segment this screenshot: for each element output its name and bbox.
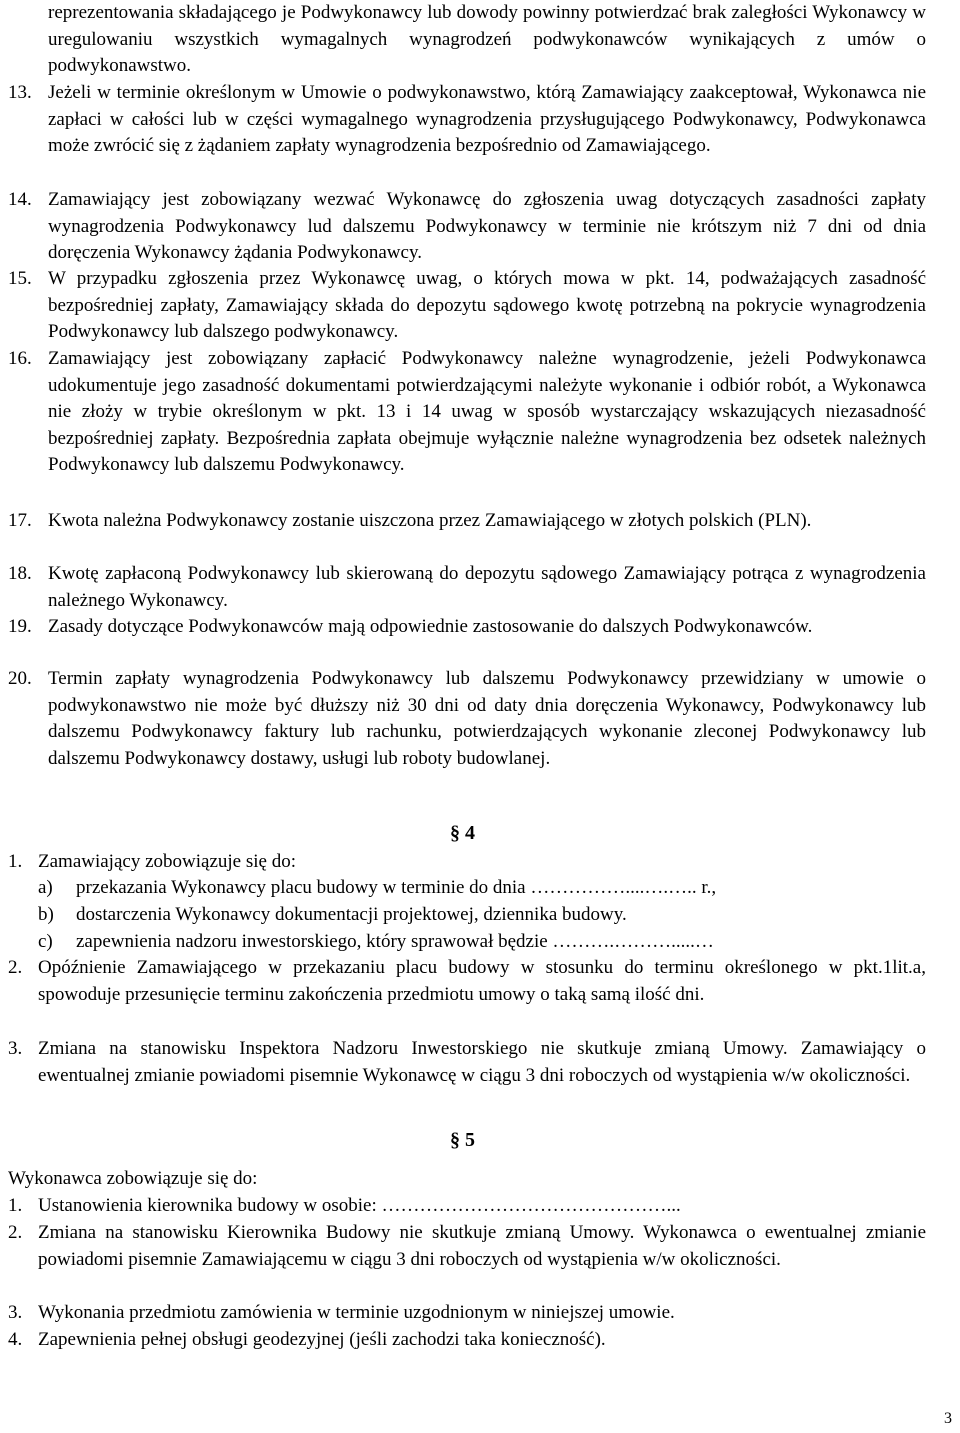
paragraph-text: Zapewnienia pełnej obsługi geodezyjnej (jeśli zachodzi taka konieczność). (38, 1329, 606, 1350)
item-letter: a) (38, 877, 53, 898)
section-heading: § 5 (450, 1129, 475, 1151)
paragraph-text: Termin zapłaty wynagrodzenia Podwykonawcy lub dalszemu Podwykonawcy przewidziany w umowie o podwykonawstwo nie może być dłuższy niż 30 dni od daty dnia doręczenia Wykonawcy, Podwykonawcy lub dalszemu Podwykonawcy faktury lub rachunku, potwierdzających wykonanie zleconej Podwykonawcy lub dalszemu Podwykonawcy dostawy, usługi lub roboty budowlanej. (48, 668, 926, 769)
item-letter: b) (38, 904, 54, 925)
paragraph-text: W przypadku zgłoszenia przez Wykonawcę uwag, o których mowa w pkt. 14, podważających zasadność bezpośredniej zapłaty, Zamawiający składa do depozytu sądowego kwotę potrzebną na pokrycie wynagrodzenia Podwykonawcy lub dalszego podwykonawcy. (48, 268, 926, 342)
item-number: 14. (8, 189, 32, 210)
paragraph-text: Ustanowienia kierownika budowy w osobie: ………………………………………... (38, 1195, 681, 1216)
paragraph-text: Jeżeli w terminie określonym w Umowie o podwykonawstwo, którą Zamawiający zaakceptował, Wykonawca nie zapłaci w całości lub w części wymagalnego wynagrodzenia przysługującego Podwykonawcy, Podwykonawca może zwrócić się z żądaniem zapłaty wynagrodzenia bezpośrednio od Zamawiającego. (48, 82, 926, 156)
paragraph-text: zapewnienia nadzoru inwestorskiego, który sprawował będzie ……….……….....… (76, 931, 714, 952)
paragraph-text: Zmiana na stanowisku Kierownika Budowy nie skutkuje zmianą Umowy. Wykonawca o ewentualnej zmianie powiadomi pisemnie Zamawiającemu w ciągu 3 dni roboczych od wystąpienia w/w okoliczności. (38, 1222, 926, 1270)
item-number: 1. (8, 1195, 23, 1216)
paragraph-text: Kwota należna Podwykonawcy zostanie uiszczona przez Zamawiającego w złotych polskich (PLN). (48, 510, 812, 531)
item-number: 19. (8, 616, 32, 637)
item-number: 17. (8, 510, 32, 531)
page-number: 3 (944, 1410, 952, 1427)
item-number: 1. (8, 851, 23, 872)
paragraph-text: Zamawiający jest zobowiązany wezwać Wykonawcę do zgłoszenia uwag dotyczących zasadności zapłaty wynagrodzenia Podwykonawcy lud dalszemu Podwykonawcy w terminie nie krótszym niż 7 dni od dnia doręczenia Wykonawcy żądania Podwykonawcy. (48, 189, 926, 263)
section-lead: Wykonawca zobowiązuje się do: (8, 1168, 258, 1189)
paragraph-text: przekazania Wykonawcy placu budowy w terminie do dnia ……………....….….. r., (76, 877, 717, 898)
item-number: 3. (8, 1302, 23, 1323)
paragraph-text: Kwotę zapłaconą Podwykonawcy lub skierowaną do depozytu sądowego Zamawiający potrąca z wynagrodzenia należnego Wykonawcy. (48, 563, 926, 611)
section-heading: § 4 (450, 822, 475, 844)
item-number: 18. (8, 563, 32, 584)
item-number: 4. (8, 1329, 23, 1350)
item-number: 15. (8, 268, 32, 289)
item-number: 2. (8, 1222, 23, 1243)
paragraph-text: Zmiana na stanowisku Inspektora Nadzoru Inwestorskiego nie skutkuje zmianą Umowy. Zamawiający o ewentualnej zmianie powiadomi pisemnie Wykonawcę w ciągu 3 dni roboczych od wystąpienia w/w okoliczności. (38, 1038, 926, 1086)
paragraph-text: Wykonania przedmiotu zamówienia w terminie uzgodnionym w niniejszej umowie. (38, 1302, 675, 1323)
paragraph-text: Opóźnienie Zamawiającego w przekazaniu placu budowy w stosunku do terminu określonego w pkt.1lit.a, spowoduje przesunięcie terminu zakończenia przedmiotu umowy o taką samą ilość dni. (38, 957, 926, 1005)
item-letter: c) (38, 931, 53, 952)
paragraph-text: dostarczenia Wykonawcy dokumentacji projektowej, dziennika budowy. (76, 904, 627, 925)
item-number: 2. (8, 957, 23, 978)
paragraph-text: reprezentowania składającego je Podwykonawcy lub dowody powinny potwierdzać brak zaległości Wykonawcy w uregulowaniu wszystkich wymagalnych wynagrodzeń podwykonawców wynikających z umów o podwykonawstwo. (48, 2, 926, 76)
item-number: 20. (8, 668, 32, 689)
paragraph-text: Zamawiający zobowiązuje się do: (38, 851, 296, 872)
item-number: 3. (8, 1038, 23, 1059)
paragraph-text: Zamawiający jest zobowiązany zapłacić Podwykonawcy należne wynagrodzenie, jeżeli Podwykonawca udokumentuje jego zasadność dokumentami potwierdzającymi należyte wykonanie i odbiór robót, a Wykonawca nie złoży w trybie określonym w pkt. 13 i 14 uwag w sposób wystarczający wskazujących niezasadność bezpośredniej zapłaty. Bezpośrednia zapłata obejmuje wyłącznie należne wynagrodzenia bez odsetek należnych Podwykonawcy lub dalszemu Podwykonawcy. (48, 348, 926, 475)
paragraph-text: Zasady dotyczące Podwykonawców mają odpowiednie zastosowanie do dalszych Podwykonawców. (48, 616, 813, 637)
item-number: 16. (8, 348, 32, 369)
item-number: 13. (8, 82, 32, 103)
